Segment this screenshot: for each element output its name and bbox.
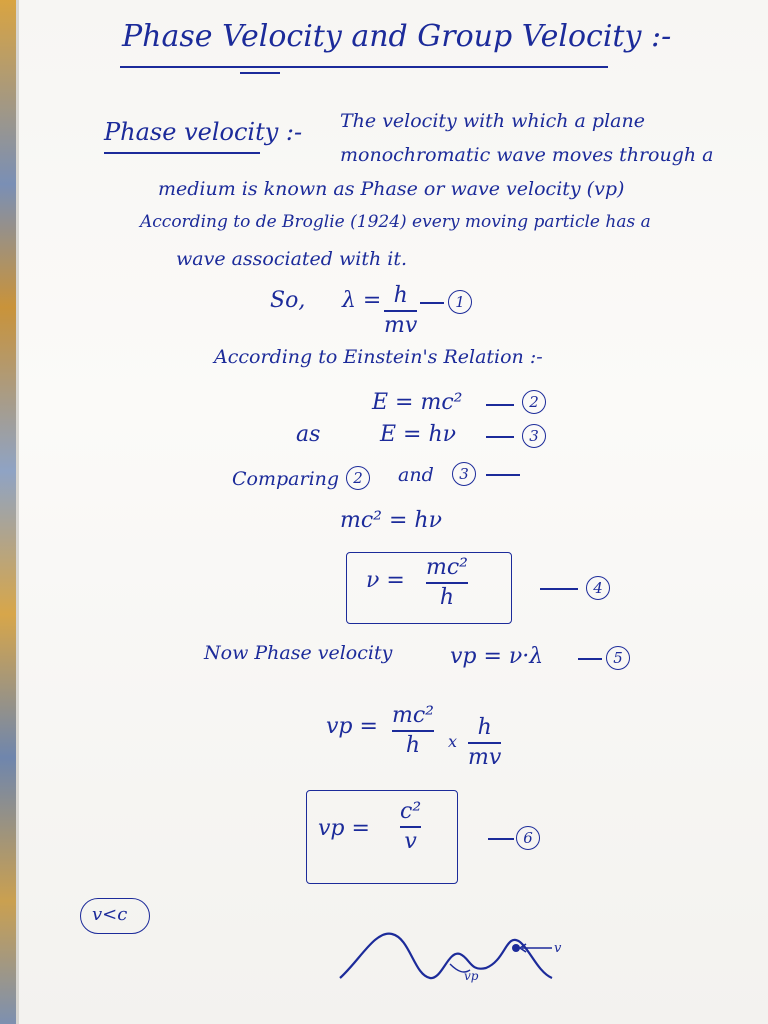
paragraph-line-5: wave associated with it. xyxy=(176,248,408,270)
eq-vp-product-numerator-1: mc² xyxy=(392,703,435,728)
paragraph-line-4: According to de Broglie (1924) every moving particle has a xyxy=(140,212,651,232)
title-underline xyxy=(120,66,608,68)
eq1-dash xyxy=(420,302,444,304)
page-edge xyxy=(16,0,19,1024)
eq-vp-product-bar-1 xyxy=(392,730,434,732)
page-title: Phase Velocity and Group Velocity :- xyxy=(122,19,672,54)
eq1-prefix: So, xyxy=(270,288,306,313)
eq-vp-product-denominator-1: h xyxy=(405,733,421,759)
eq-vp-product-fraction-2 xyxy=(468,716,501,770)
eq5-label: Now Phase velocity xyxy=(204,642,393,664)
eq-vp-product-lhs: vp = xyxy=(326,714,378,739)
eq1-numerator: h xyxy=(393,283,408,308)
wave-sketch xyxy=(330,920,570,990)
eq2-expression: E = mc² xyxy=(372,390,463,415)
comparing-dash xyxy=(486,474,520,476)
note-v-less-than-c: v<c xyxy=(92,904,128,925)
title-underline-accent xyxy=(240,72,280,74)
section-heading-underline xyxy=(104,152,260,154)
eq-vp-product-fraction-1 xyxy=(392,704,434,758)
eq1-fraction xyxy=(384,284,417,338)
eq5-expression: vp = ν·λ xyxy=(450,644,544,669)
eq1-tag: 1 xyxy=(448,290,472,314)
eq4-dash xyxy=(540,588,578,590)
comparing-tag-b: 3 xyxy=(452,462,476,486)
notebook-binder xyxy=(0,0,16,1024)
velocity-label-v: v xyxy=(554,941,562,956)
eq3-prefix: as xyxy=(296,422,321,447)
eq-vp-product-denominator-2: mv xyxy=(468,745,502,771)
paragraph-line-3: medium is known as Phase or wave velocity (vp) xyxy=(158,178,625,200)
eq-vp-product-numerator-2: h xyxy=(477,715,492,740)
eq4-numerator: mc² xyxy=(426,555,469,580)
eq6-dash xyxy=(488,838,514,840)
eq5-dash xyxy=(578,658,602,660)
eq-vp-product-bar-2 xyxy=(468,742,501,744)
einstein-label: According to Einstein's Relation :- xyxy=(214,346,543,368)
eq4-tag: 4 xyxy=(586,576,610,600)
eq3-expression: E = hν xyxy=(380,422,457,447)
eq1-denominator: mv xyxy=(384,313,418,339)
section-heading: Phase velocity :- xyxy=(104,118,303,146)
eq6-tag: 6 xyxy=(516,826,540,850)
eq6-lhs: vp = xyxy=(318,816,370,841)
velocity-label-vp: vp xyxy=(464,969,479,983)
eq6-fraction xyxy=(400,800,421,854)
eq4-lhs: ν = xyxy=(366,568,405,593)
eq4-fraction xyxy=(426,556,468,610)
eq5-tag: 5 xyxy=(606,646,630,670)
eq6-numerator: c² xyxy=(400,799,422,824)
eq2-tag: 2 xyxy=(522,390,546,414)
eq-vp-product-times: x xyxy=(448,732,458,751)
paragraph-line-2: monochromatic wave moves through a xyxy=(340,144,714,166)
eq3-tag: 3 xyxy=(522,424,546,448)
eq1-fraction-bar xyxy=(384,310,417,312)
eq6-fraction-bar xyxy=(400,826,421,828)
eq6-denominator: v xyxy=(404,829,417,855)
wave-curve xyxy=(340,934,552,978)
comparing-tag-a: 2 xyxy=(346,466,370,490)
comparing-label: Comparing xyxy=(232,468,340,490)
eq2-dash xyxy=(486,404,514,406)
paragraph-line-1: The velocity with which a plane xyxy=(340,110,645,132)
eq-mc2-equals-hnu: mc² = hν xyxy=(340,508,442,533)
eq4-denominator: h xyxy=(439,585,455,611)
eq1-lhs: λ = xyxy=(342,288,382,313)
comparing-and: and xyxy=(398,464,434,486)
eq4-fraction-bar xyxy=(426,582,468,584)
eq3-dash xyxy=(486,436,514,438)
